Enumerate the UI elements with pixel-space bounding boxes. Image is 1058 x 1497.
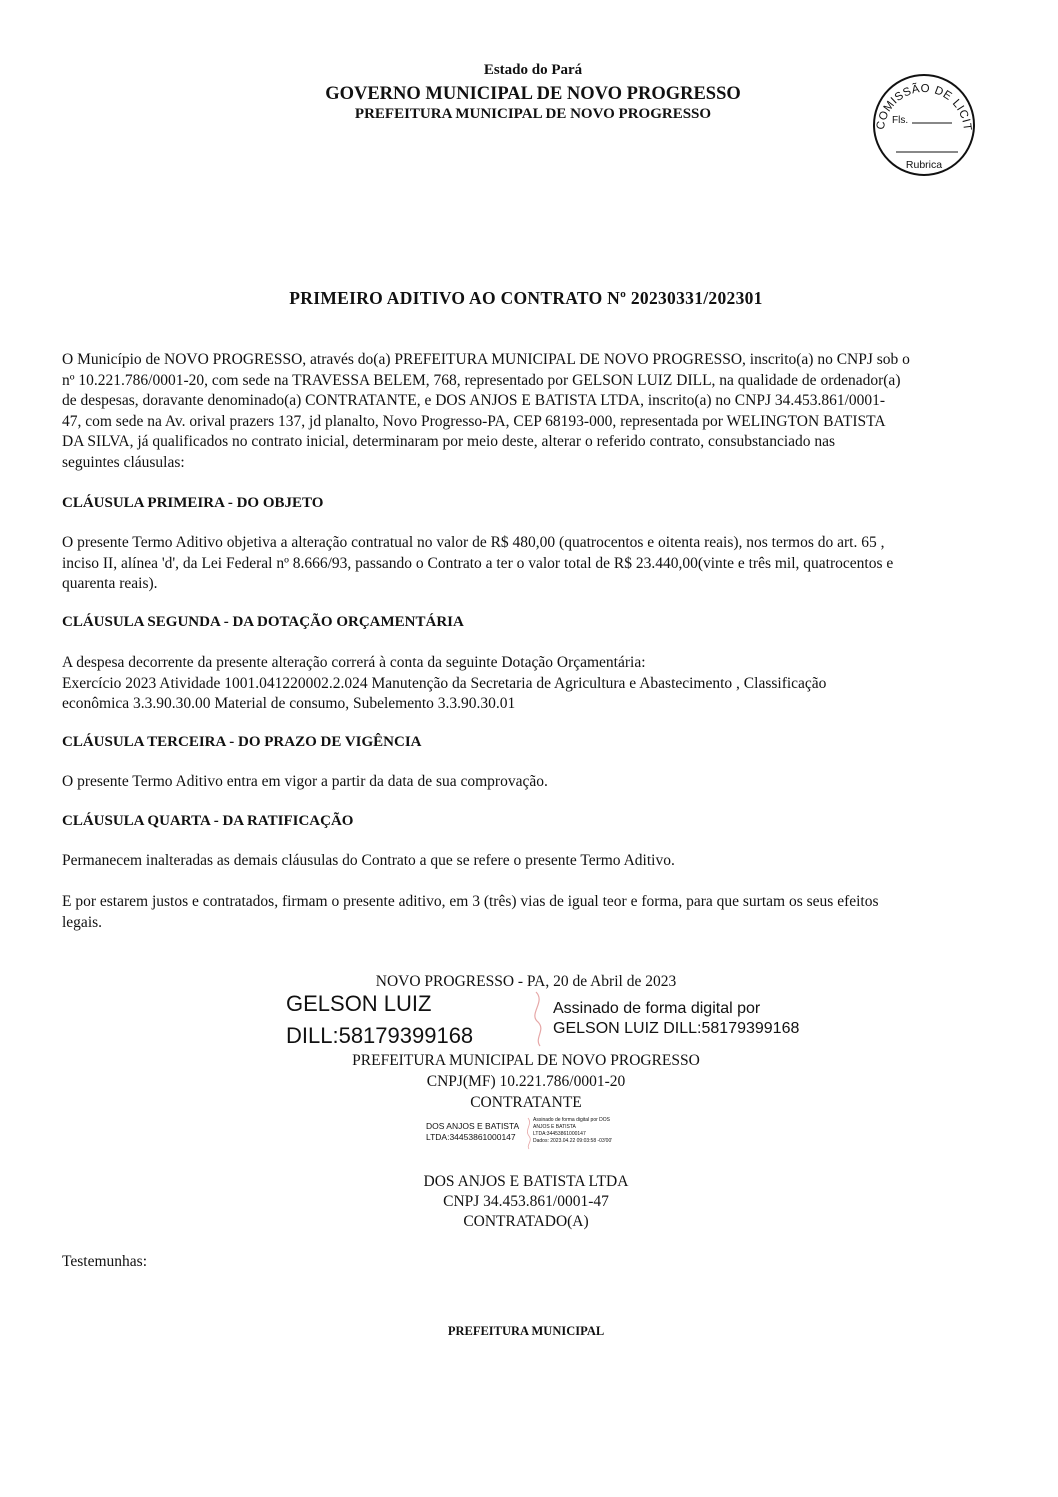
clause-line: Exercício 2023 Atividade 1001.041220002.2.024 Manutenção da Secretaria de Agricultura e Abastecimento , Classificação xyxy=(62,674,827,692)
signature-2-cnpj: CNPJ 34.453.861/0001-47 xyxy=(443,1193,609,1210)
signature-1-digital-line: GELSON LUIZ DILL:58179399168 xyxy=(553,1020,800,1037)
clause-line: O presente Termo Aditivo entra em vigor a partir da data de sua comprovação. xyxy=(62,773,548,790)
clause-line: econômica 3.3.90.30.00 Material de consumo, Subelemento 3.3.90.30.01 xyxy=(62,695,516,712)
signature-1-name xyxy=(286,988,473,1052)
stamp-rubrica-label: Rubrica xyxy=(905,159,943,171)
signature-1-name-line: DILL:58179399168 xyxy=(286,1023,474,1048)
clause-1-text xyxy=(62,533,989,595)
signature-1-role: CONTRATANTE xyxy=(470,1094,582,1111)
clause-line: A despesa decorrente da presente alteração correrá à conta da seguinte Dotação Orçamentária: xyxy=(62,654,646,671)
signature-2-role: CONTRATADO(A) xyxy=(463,1213,589,1230)
clause-line: Permanecem inalteradas as demais cláusulas do Contrato a que se refere o presente Termo Aditivo. xyxy=(62,852,675,869)
stamp-seal-icon xyxy=(870,72,978,178)
clause-1-heading: CLÁUSULA PRIMEIRA - DO OBJETO xyxy=(62,495,324,511)
intro-line: de despesas, doravante denominado(a) CONTRATANTE, e DOS ANJOS E BATISTA LTDA, inscrito(a) no CNPJ 34.453.861/0001- xyxy=(62,392,886,409)
clause-line: O presente Termo Aditivo objetiva a alteração contratual no valor de R$ 480,00 (quatrocentos e oitenta reais), nos termos do art. 65 , xyxy=(62,534,885,551)
signature-2-org: DOS ANJOS E BATISTA LTDA xyxy=(423,1173,629,1190)
signature-2-digital-line: Assinado de forma digital por DOS xyxy=(533,1117,610,1123)
header-government: GOVERNO MUNICIPAL DE NOVO PROGRESSO xyxy=(325,84,741,104)
intro-line: DA SILVA, já qualificados no contrato inicial, determinaram por meio deste, alterar o referido contrato, consubstanciado nas xyxy=(62,433,836,450)
licitacao-stamp xyxy=(870,72,978,178)
clause-line: inciso II, alínea 'd', da Lei Federal nº 8.666/93, passando o Contrato a ter o valor total de R$ 23.440,00(vinte e três mil, quatrocentos e xyxy=(62,554,894,572)
signature-1-cnpj: CNPJ(MF) 10.221.786/0001-20 xyxy=(426,1073,626,1090)
clause-line: quarenta reais). xyxy=(62,575,158,592)
clause-4-heading: CLÁUSULA QUARTA - DA RATIFICAÇÃO xyxy=(62,813,354,829)
closing-line: legais. xyxy=(62,913,103,931)
svg-text:COMISSÃO DE LICITAÇÃO xyxy=(870,72,973,131)
clause-2-text xyxy=(62,653,989,715)
signature-2-digital-line: Dados: 2023.04.22 09:03:58 -03'00' xyxy=(533,1138,613,1144)
signature-2-digital-line: LTDA:34453861000147 xyxy=(533,1131,586,1137)
signature-2-digital-note xyxy=(533,1117,612,1145)
stamp-fls-label: Fls. xyxy=(892,115,909,126)
intro-line: seguintes cláusulas: xyxy=(62,453,185,471)
intro-line: 47, com sede na Av. orival prazers 137, jd planalto, Novo Progresso-PA, CEP 68193-000, representada por WELINGTON BATISTA xyxy=(62,412,886,430)
intro-line: O Município de NOVO PROGRESSO, através do(a) PREFEITURA MUNICIPAL DE NOVO PROGRESSO, inscrito(a) no CNPJ sob o xyxy=(62,351,910,368)
header-state: Estado do Pará xyxy=(483,62,583,78)
signature-2-name xyxy=(426,1121,519,1143)
signature-2-name-line: LTDA:34453861000147 xyxy=(426,1132,516,1142)
signature-1-scribble-icon xyxy=(518,988,558,1048)
closing-line: E por estarem justos e contratados, firmam o presente aditivo, em 3 (três) vias de igual teor e forma, para que surtam os seus efeitos xyxy=(62,893,879,910)
intro-line: nº 10.221.786/0001-20, com sede na TRAVESSA BELEM, 768, representado por GELSON LUIZ DILL, na qualidade de ordenador(a) xyxy=(62,371,901,389)
footer-prefeitura: PREFEITURA MUNICIPAL xyxy=(447,1324,605,1338)
clause-3-heading: CLÁUSULA TERCEIRA - DO PRAZO DE VIGÊNCIA xyxy=(62,734,422,750)
clause-2-heading: CLÁUSULA SEGUNDA - DA DOTAÇÃO ORÇAMENTÁRIA xyxy=(62,614,464,630)
signature-1-digital-line: Assinado de forma digital por xyxy=(553,1000,761,1017)
signature-2-digital-line: ANJOS E BATISTA xyxy=(533,1124,576,1130)
intro-paragraph xyxy=(62,350,989,473)
clause-4-text xyxy=(62,851,989,872)
closing-paragraph xyxy=(62,892,989,933)
place-date: NOVO PROGRESSO - PA, 20 de Abril de 2023 xyxy=(375,973,677,990)
document-title: PRIMEIRO ADITIVO AO CONTRATO Nº 20230331/202301 xyxy=(289,288,763,308)
signature-2-name-line: DOS ANJOS E BATISTA xyxy=(426,1121,520,1131)
clause-3-text xyxy=(62,772,989,793)
witnesses-label: Testemunhas: xyxy=(62,1253,148,1270)
header-prefecture: PREFEITURA MUNICIPAL DE NOVO PROGRESSO xyxy=(354,106,712,122)
stamp-ring-text: COMISSÃO DE LICIT xyxy=(874,82,974,131)
signature-1-digital-note xyxy=(553,999,799,1039)
signature-1-org: PREFEITURA MUNICIPAL DE NOVO PROGRESSO xyxy=(352,1052,700,1069)
signature-1-name-line: GELSON LUIZ xyxy=(286,991,432,1016)
